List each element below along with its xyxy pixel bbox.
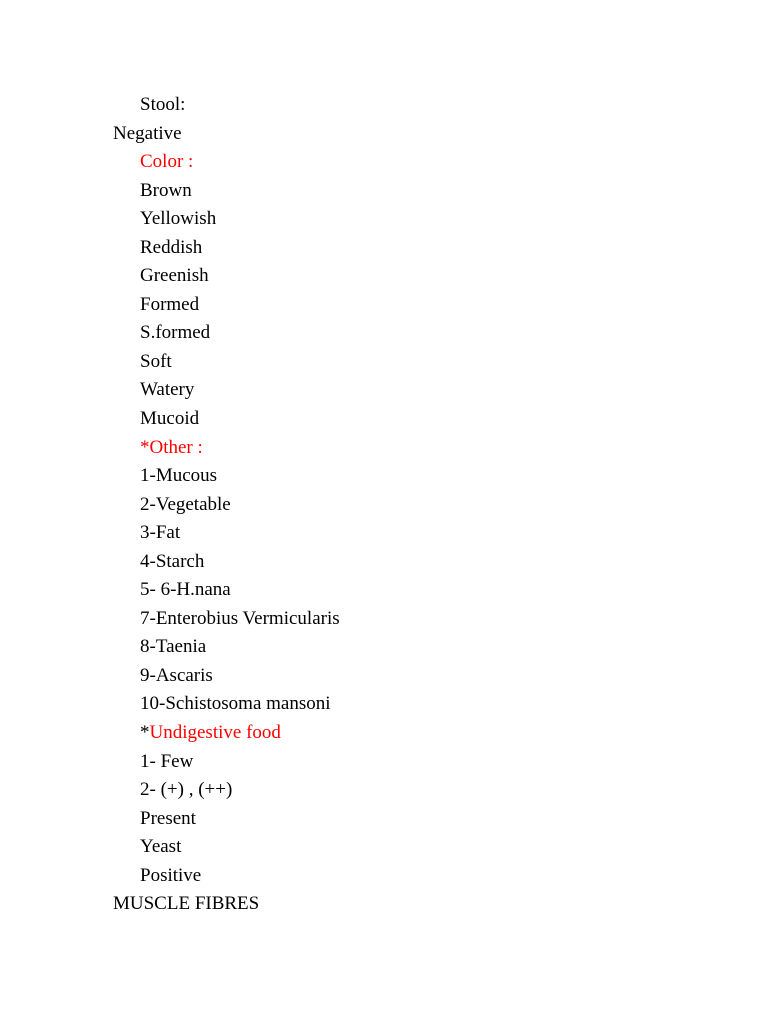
consistency-mucoid: Mucoid xyxy=(140,408,200,430)
other-item-schistosoma: 10-Schistosoma mansoni xyxy=(140,693,331,715)
undigestive-food-heading xyxy=(0,719,340,748)
undigestive-food-label: Undigestive food xyxy=(149,722,281,744)
color-option-brown: Brown xyxy=(140,179,192,201)
other-item-enterobius: 7-Enterobius Vermicularis xyxy=(140,607,340,629)
color-option-reddish: Reddish xyxy=(140,236,203,258)
other-item-starch: 4-Starch xyxy=(140,550,205,572)
muscle-fibres-line: MUSCLE FIBRES xyxy=(113,893,260,915)
consistency-semi-formed: S.formed xyxy=(140,322,211,344)
text-body xyxy=(0,91,340,919)
stool-heading: Stool: xyxy=(140,94,186,115)
color-option-yellowish: Yellowish xyxy=(140,208,217,230)
other-item-ascaris: 9-Ascaris xyxy=(140,664,213,686)
consistency-soft: Soft xyxy=(140,350,172,372)
amount-few: 1- Few xyxy=(140,750,194,772)
amount-plus: 2- (+) , (++) xyxy=(140,779,233,801)
color-heading: Color : xyxy=(140,151,194,173)
consistency-watery: Watery xyxy=(140,379,195,401)
other-item-fat: 3-Fat xyxy=(140,522,181,544)
result-yeast: Yeast xyxy=(140,836,182,858)
other-item-vegetable: 2-Vegetable xyxy=(140,493,231,515)
consistency-formed: Formed xyxy=(140,293,200,315)
result-present: Present xyxy=(140,807,196,829)
other-item-mucous: 1-Mucous xyxy=(140,465,218,487)
negative-line: Negative xyxy=(113,122,182,144)
other-heading: *Other : xyxy=(140,436,203,458)
result-positive: Positive xyxy=(140,864,202,886)
other-item-h-nana: 5- 6-H.nana xyxy=(140,579,231,601)
color-option-greenish: Greenish xyxy=(140,265,209,287)
other-item-taenia: 8-Taenia xyxy=(140,636,207,658)
asterisk-prefix: * xyxy=(140,722,150,744)
